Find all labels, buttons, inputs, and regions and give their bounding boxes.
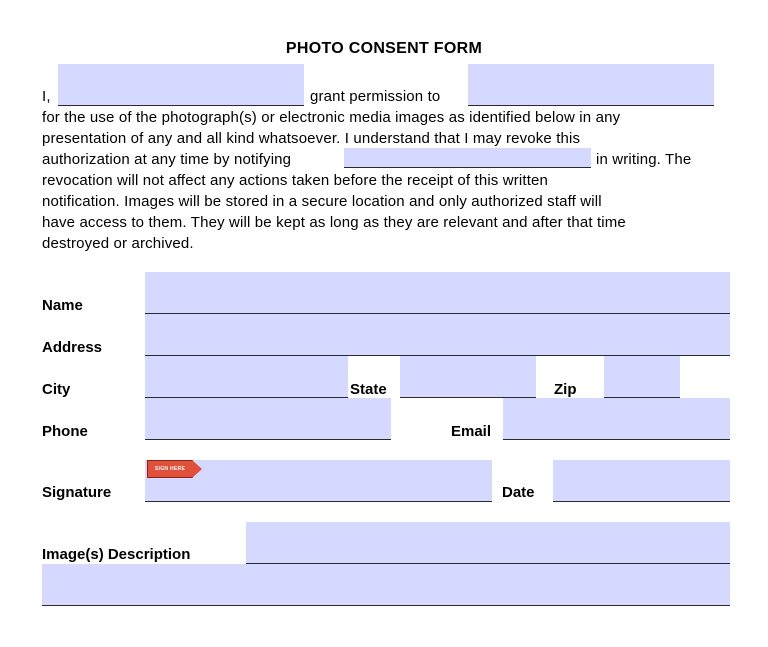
email-label: Email: [451, 423, 492, 440]
images-description-field-line-1[interactable]: [246, 522, 730, 564]
para-line-4-end: in writing. The: [596, 151, 692, 168]
name-field[interactable]: [145, 272, 730, 314]
state-field[interactable]: [400, 356, 536, 398]
phone-field[interactable]: [145, 398, 391, 440]
date-field[interactable]: [553, 460, 730, 502]
para-line-4-start: authorization at any time by notifying: [42, 151, 292, 168]
para-line-2: for the use of the photograph(s) or electronic media images as identified below in any: [42, 109, 621, 126]
phone-label: Phone: [42, 423, 88, 440]
para-line-1-mid: grant permission to: [310, 88, 441, 105]
address-field[interactable]: [145, 314, 730, 356]
date-label: Date: [502, 484, 535, 501]
city-field[interactable]: [145, 356, 348, 398]
images-description-label: Image(s) Description: [42, 546, 191, 563]
sign-here-tag[interactable]: SIGN HERE: [147, 460, 193, 478]
name-label: Name: [42, 297, 83, 314]
state-label: State: [350, 381, 387, 398]
address-label: Address: [42, 339, 103, 356]
para-line-8: destroyed or archived.: [42, 235, 194, 252]
para-line-1-start: I,: [42, 88, 51, 105]
para-line-3: presentation of any and all kind whatsoever. I understand that I may revoke this: [42, 130, 581, 147]
signature-label: Signature: [42, 484, 112, 501]
form-title: PHOTO CONSENT FORM: [285, 40, 483, 57]
granter-name-field[interactable]: [58, 64, 304, 106]
email-field[interactable]: [503, 398, 730, 440]
images-description-field-line-2[interactable]: [42, 564, 730, 606]
zip-field[interactable]: [604, 356, 680, 398]
city-label: City: [42, 381, 71, 398]
zip-label: Zip: [554, 381, 577, 398]
para-line-5: revocation will not affect any actions taken before the receipt of this written: [42, 172, 549, 189]
para-line-6: notification. Images will be stored in a secure location and only authorized staff will: [42, 193, 602, 210]
para-line-7: have access to them. They will be kept as long as they are relevant and after that time: [42, 214, 626, 231]
grantee-name-field[interactable]: [468, 64, 714, 106]
notify-contact-field[interactable]: [344, 148, 591, 168]
